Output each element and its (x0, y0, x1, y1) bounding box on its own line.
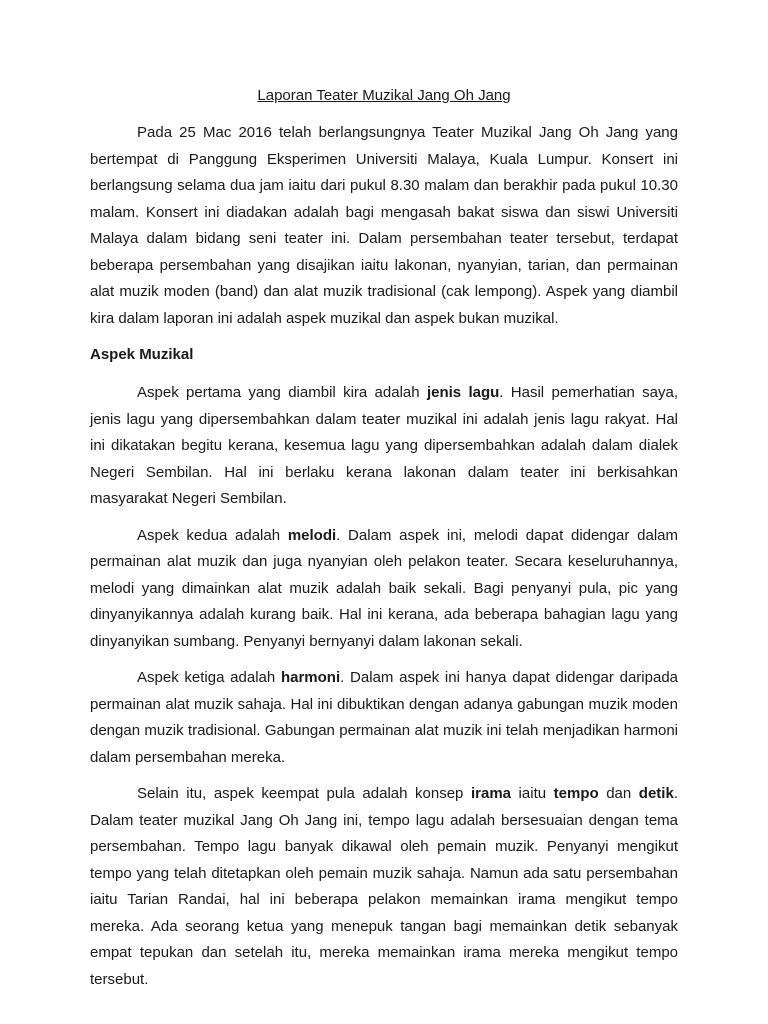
paragraph-text: Aspek kedua adalah (137, 526, 288, 544)
bold-term: harmoni (280, 669, 341, 686)
paragraph-text: . Hasil pemerhatian saya, jenis lagu yang dipersembahkan dalam teater muzikal ini adalah jenis lagu rakyat. Hal ini dikatakan begitu kerana, kesemua lagu yang dipersembahkan adalah dalam dialek Negeri Sembilan. Hal ini berlaku kerana lakonan dalam teater ini berkisahkan masyarakat Negeri Sembilan. (90, 384, 679, 507)
bold-term: detik (638, 785, 674, 802)
paragraph-melodi (90, 523, 678, 656)
document-title: Laporan Teater Muzikal Jang Oh Jang (257, 87, 511, 104)
bold-term: tempo (553, 785, 599, 802)
paragraph-text: Selain itu, aspek keempat pula adalah konsep (137, 785, 471, 802)
paragraph-text: . Dalam teater muzikal Jang Oh Jang ini, tempo lagu adalah bersesuaian dengan tema persembahan. Tempo lagu banyak dikawal oleh pemain muzik. Penyanyi mengikut tempo yang telah ditetapkan oleh pemain muzik sahaja. Namun ada satu persembahan iaitu Tarian Randai, hal ini beberapa pelakon memainkan irama mengikut tempo mereka. Ada seorang ketua yang menepuk tangan bagi memainkan detik sebanyak empat tepukan dan setelah itu, mereka memainkan irama mereka mengikut tempo tersebut. (90, 785, 678, 988)
paragraph-text: . Dalam aspek ini, melodi dapat didengar dalam permainan alat muzik dan juga nyanyian oleh pelakon teater. Secara keseluruhannya, melodi yang dimainkan alat muzik adalah baik sekali. Bagi penyanyi pula, pic yang dinyanyikannya adalah kurang baik. Hal ini kerana, ada beberapa bahagian lagu yang dinyanyikan sumbang. Penyanyi bernyanyi dalam lakonan sekali. (90, 526, 678, 650)
paragraph-irama (90, 781, 678, 993)
paragraph-harmoni (90, 665, 678, 771)
section-heading: Aspek Muzikal (90, 346, 194, 363)
paragraph-text: iaitu (511, 785, 554, 802)
intro-paragraph: Pada 25 Mac 2016 telah berlangsungnya Teater Muzikal Jang Oh Jang yang bertempat di Panggung Eksperimen Universiti Malaya, Kuala Lumpur. Konsert ini berlangsung selama dua jam iaitu dari pukul 8.30 malam dan berakhir pada pukul 10.30 malam. Konsert ini diadakan adalah bagi mengasah bakat siswa dan siswi Universiti Malaya dalam bidang seni teater ini. Dalam persembahan teater tersebut, terdapat beberapa persembahan yang disajikan iaitu lakonan, nyanyian, tarian, dan permainan alat muzik moden (band) dan alat muzik tradisional (cak lempong). Aspek yang diambil kira dalam laporan ini adalah aspek muzikal dan aspek bukan muzikal. (90, 124, 678, 327)
bold-term: jenis lagu (426, 384, 500, 401)
paragraph-text: Aspek ketiga adalah (137, 669, 281, 686)
bold-term: melodi (287, 526, 337, 544)
paragraph-jenis-lagu (90, 380, 678, 513)
paragraph-text: Aspek pertama yang diambil kira adalah (137, 384, 427, 401)
paragraph-text: . Dalam aspek ini hanya dapat didengar daripada permainan alat muzik sahaja. Hal ini dibuktikan dengan adanya gabungan muzik moden dengan muzik tradisional. Gabungan permainan alat muzik ini telah menjadikan harmoni dalam persembahan mereka. (90, 669, 679, 766)
paragraph-text: dan (598, 785, 639, 802)
bold-term: irama (470, 785, 511, 802)
